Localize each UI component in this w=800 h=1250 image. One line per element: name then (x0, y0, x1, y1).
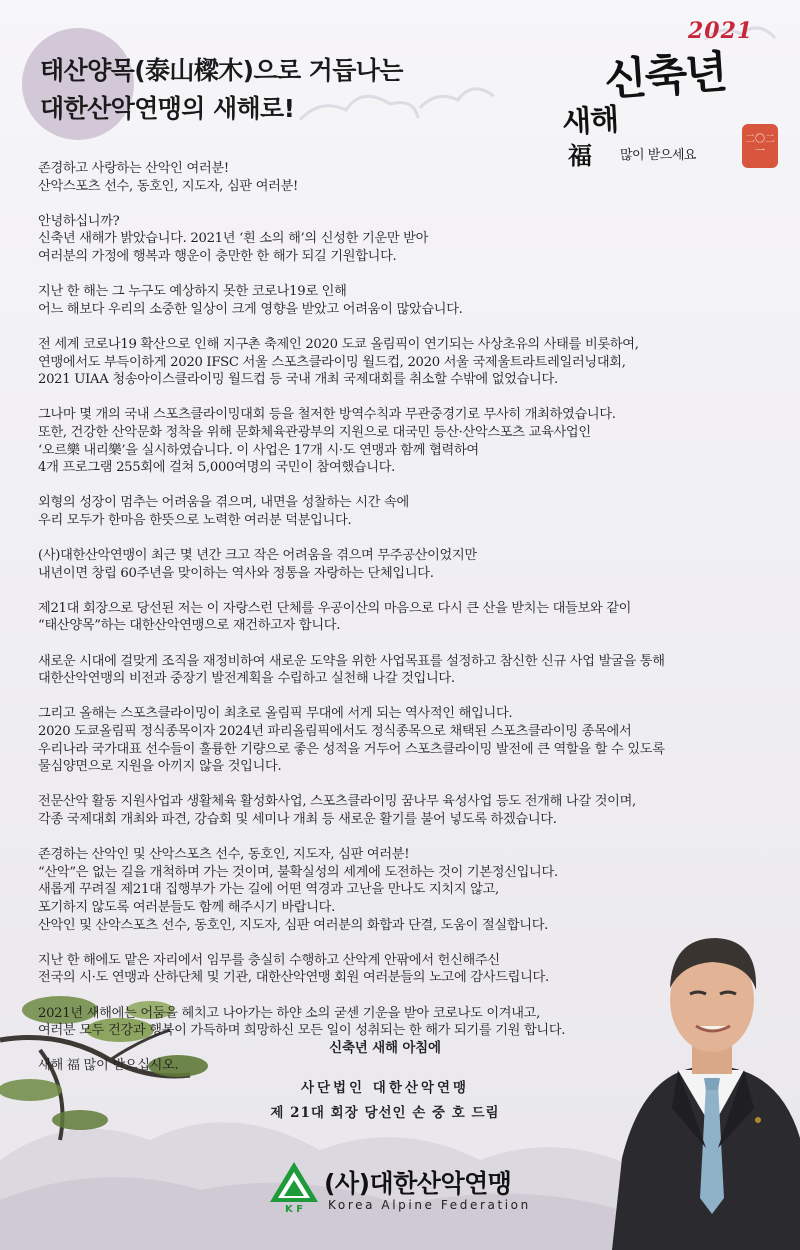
letter-line: 대한산악연맹의 비전과 중장기 발전계획을 수립하고 실천해 나갈 것입니다. (38, 671, 455, 687)
letter-line: 어느 해보다 우리의 소중한 일상이 크게 영향을 받았고 어려움이 많았습니다. (38, 301, 463, 317)
letter-paragraph (38, 793, 768, 828)
letter-line: 존경하는 산악인 및 산악스포츠 선수, 동호인, 지도자, 심판 여러분! (38, 847, 410, 863)
letter-line: “태산양목”하는 대한산악연맹으로 재건하고자 합니다. (38, 618, 341, 634)
letter-line: 전국의 시·도 연맹과 산하단체 및 기관, 대한산악연맹 회원 여러분들의 노고에 감사드립니다. (38, 970, 549, 986)
letter-paragraph (38, 406, 768, 476)
greeting-sub1: 새해 (561, 102, 620, 141)
letter-line: 산악인 및 산악스포츠 선수, 동호인, 지도자, 심판 여러분의 화합과 단결, 도움이 절실합니다. (38, 917, 549, 933)
letter-paragraph (38, 547, 768, 582)
headline-line: 대한산악연맹의 새해로! (40, 94, 295, 123)
greeting-sub3: 많이 받으세요 (620, 148, 696, 163)
letter-line: 외형의 성장이 멈추는 어려움을 겪으며, 내면을 성찰하는 시간 속에 (38, 495, 409, 511)
new-year-greeting-calligraphy (562, 18, 787, 178)
closing-organization: 사단법인 대한산악연맹 (300, 1080, 470, 1096)
letter-line: “산악”은 없는 길을 개척하며 가는 것이며, 불확실성의 세계에 도전하는 것이 기본정신입니다. (38, 864, 558, 880)
letter-paragraph (38, 160, 768, 195)
greeting-sub2: 福 (568, 142, 591, 170)
letter-line: 우리나라 국가대표 선수들이 훌륭한 기량으로 좋은 성적을 거두어 스포츠클라이밍 발전에 큰 역할을 할 수 있도록 (38, 741, 665, 757)
logo-korean-name: (사)대한산악연맹 (324, 1169, 512, 1198)
letter-line: 연맹에서도 부득이하게 2020 IFSC 서울 스포츠클라이밍 월드컵, 2020 서울 국제울트라트레일러닝대회, (38, 354, 626, 370)
logo-english-name: Korea Alpine Federation (328, 1198, 531, 1212)
closing-date: 신축년 새해 아침에 (329, 1040, 441, 1056)
letter-paragraph (38, 336, 768, 389)
letter-line: 포기하지 않도록 여러분들도 함께 해주시기 바랍니다. (38, 899, 336, 915)
letter-line: 물심양면으로 지원을 아끼지 않을 것입니다. (38, 759, 282, 775)
letter-paragraph (38, 283, 768, 318)
letter-line: 제21대 회장으로 당선된 저는 이 자랑스런 단체를 우공이산의 마음으로 다시 큰 산을 받치는 대들보와 같이 (38, 600, 632, 616)
letter-line: 지난 한 해는 그 누구도 예상하지 못한 코로나19로 인해 (38, 284, 347, 300)
letter-line: 여러분의 가정에 행복과 행운이 충만한 한 해가 되길 기원합니다. (38, 248, 397, 264)
letter-line: 또한, 건강한 산악문화 정착을 위해 문화체육관광부의 지원으로 대국민 등산·산악스포츠 교육사업인 (38, 424, 591, 440)
greeting-year: 2021 (688, 18, 754, 44)
letter-closing (180, 1036, 590, 1121)
kaf-logo (270, 1162, 570, 1222)
letter-paragraph (38, 653, 768, 688)
letter-line: 4개 프로그램 255회에 걸쳐 5,000여명의 국민이 참여했습니다. (38, 460, 396, 476)
closing-signature: 제 21대 회장 당선인 손 중 호 드림 (270, 1105, 500, 1121)
greeting-main: 신축년 (602, 46, 728, 107)
letter-line: 전문산악 활동 지원사업과 생활체육 활성화사업, 스포츠클라이밍 꿈나무 육성사업 등도 전개해 나갈 것이며, (38, 794, 636, 810)
letter-line: 존경하고 사랑하는 산악인 여러분! (38, 161, 229, 176)
letter-line: 2021년 새해에는 어둠을 헤치고 나아가는 하얀 소의 굳센 기운을 받아 코로나도 이겨내고, (38, 1005, 540, 1021)
letter-line: 우리 모두가 한마음 한뜻으로 노력한 여러분 덕분입니다. (38, 512, 352, 528)
letter-line: 여러분 모두 건강과 행복이 가득하며 희망하신 모든 일이 성취되는 한 해가 되기를 기원 합니다. (38, 1023, 566, 1039)
letter-paragraph (38, 213, 768, 266)
letter-line: (사)대한산악연맹이 최근 몇 년간 크고 작은 어려움을 겪으며 무주공산이었지만 (38, 548, 477, 564)
letter-line: 내년이면 창립 60주년을 맞이하는 역사와 정통을 자랑하는 단체입니다. (38, 565, 434, 581)
letter-line: ‘오르樂 내리樂’을 실시하였습니다. 이 사업은 17개 시·도 연맹과 함께 협력하여 (38, 442, 479, 458)
red-seal-stamp: 二〇二一 (742, 124, 778, 168)
kaf-mountain-icon (270, 1162, 318, 1214)
letter-line: 그리고 올해는 스포츠클라이밍이 최초로 올림픽 무대에 서게 되는 역사적인 해입니다. (38, 706, 513, 722)
headline-line: 태산양목(泰山樑木)으로 거듭나는 (40, 56, 403, 85)
logo-mark-letters: K F (284, 1204, 304, 1214)
letter-line: 2021 UIAA 청송아이스클라이밍 월드컵 등 국내 개최 국제대회를 취소할 수밖에 없었습니다. (38, 372, 558, 388)
letter-line: 산악스포츠 선수, 동호인, 지도자, 심판 여러분! (38, 178, 299, 194)
letter-paragraph (38, 600, 768, 635)
letter-line: 각종 국제대회 개최와 파견, 강습회 및 세미나 개최 등 새로운 활기를 불어 넣도록 하겠습니다. (38, 811, 557, 827)
letter-paragraph (38, 494, 768, 529)
letter-line: 새롭게 꾸려질 제21대 집행부가 가는 길에 어떤 역경과 고난을 만나도 지치지 않고, (38, 882, 499, 898)
president-portrait (612, 908, 800, 1250)
letter-line: 지난 한 해에도 맡은 자리에서 임무를 충실히 수행하고 산악계 안팎에서 헌신해주신 (38, 952, 500, 968)
letter-line: 그나마 몇 개의 국내 스포츠클라이밍대회 등을 철저한 방역수칙과 무관중경기로 무사히 개최하였습니다. (38, 407, 616, 423)
letter-line: 신축년 새해가 밝았습니다. 2021년 ‘흰 소의 해’의 신성한 기운만 받아 (38, 231, 429, 247)
letter-paragraph (38, 705, 768, 775)
letter-line: 전 세계 코로나19 확산으로 인해 지구촌 축제인 2020 도쿄 올림픽이 연기되는 사상초유의 사태를 비롯하여, (38, 336, 639, 352)
headline (40, 52, 510, 128)
letter-line: 새로운 시대에 걸맞게 조직을 재정비하여 새로운 도약을 위한 사업목표를 설정하고 참신한 신규 사업 발굴을 통해 (38, 653, 665, 669)
letter-line: 새해 福 많이 받으십시오. (38, 1058, 179, 1074)
letter-line: 2020 도쿄올림픽 정식종목이자 2024년 파리올림픽에서도 정식종목으로 채택된 스포츠클라이밍 종목에서 (38, 724, 632, 739)
letter-line: 안녕하십니까? (38, 213, 120, 229)
